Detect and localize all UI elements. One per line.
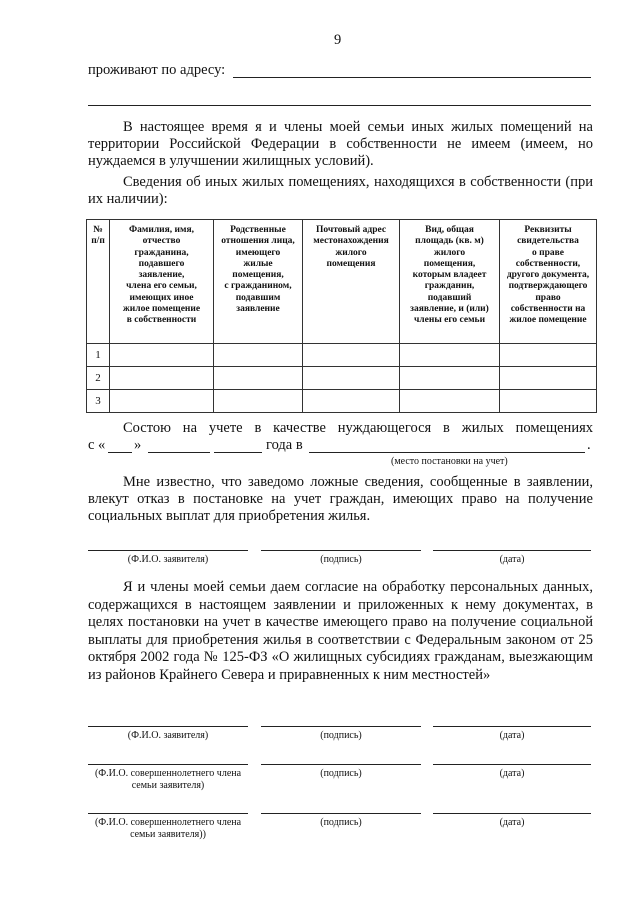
date-caption: (дата): [499, 730, 525, 741]
address-field-line-2[interactable]: [88, 105, 591, 106]
applicant-name-line[interactable]: [88, 550, 248, 551]
col-header-area: Вид, общая площадь (кв. м) жилого помещения, которым владеет гражданин, подавший заявление, и (или) члены его семьи: [400, 220, 500, 344]
date-caption: (дата): [499, 817, 525, 828]
row-number: 3: [87, 390, 110, 413]
other-housing-intro: Сведения об иных жилых помещениях, находящихся в собственности (при их наличии):: [88, 174, 593, 207]
day-field-line[interactable]: [108, 452, 132, 453]
signature-line[interactable]: [261, 764, 421, 765]
row-number: 1: [87, 344, 110, 367]
table-row: [87, 344, 597, 367]
table-cell[interactable]: [110, 390, 214, 413]
place-caption: (место постановки на учет): [391, 456, 508, 467]
date-caption: (дата): [499, 768, 525, 779]
table-row: [87, 367, 597, 390]
page-number: 9: [334, 32, 342, 48]
table-cell[interactable]: [214, 390, 303, 413]
year-field-line[interactable]: [214, 452, 262, 453]
place-field-line[interactable]: [309, 452, 585, 453]
date-line[interactable]: [433, 726, 591, 727]
signature-line[interactable]: [261, 550, 421, 551]
family-member-name-caption: (Ф.И.О. совершеннолетнего члена семьи заявителя): [94, 768, 242, 791]
table-cell[interactable]: [400, 344, 500, 367]
table-cell[interactable]: [110, 367, 214, 390]
table-cell[interactable]: [214, 367, 303, 390]
table-row: [87, 390, 597, 413]
signature-line[interactable]: [261, 813, 421, 814]
registration-statement: Состою на учете в качестве нуждающегося в жилых помещениях: [123, 420, 593, 436]
family-member-name-line[interactable]: [88, 813, 248, 814]
applicant-name-caption: (Ф.И.О. заявителя): [127, 730, 209, 741]
ownership-statement: В настоящее время я и члены моей семьи иных жилых помещений на территории Российской Федерации в собственности не имеем (имеем, но нуждаемся в улучшении жилищных условий).: [88, 119, 593, 169]
signature-caption: (подпись): [320, 817, 362, 828]
end-dot: .: [587, 437, 591, 453]
table-cell[interactable]: [400, 367, 500, 390]
col-header-number: № п/п: [87, 220, 110, 344]
table-cell[interactable]: [303, 344, 400, 367]
signature-caption: (подпись): [320, 730, 362, 741]
col-header-documents: Реквизиты свидетельства о праве собственности, другого документа, подтверждающего право собственности на жилое помещение: [500, 220, 597, 344]
table-cell[interactable]: [400, 390, 500, 413]
table-header-row: [87, 220, 597, 344]
address-field-line[interactable]: [233, 77, 591, 78]
col-header-address: Почтовый адрес местонахождения жилого помещения: [303, 220, 400, 344]
signature-caption: (подпись): [320, 554, 362, 565]
date-line[interactable]: [433, 550, 591, 551]
col-header-relation: Родственные отношения лица, имеющего жилые помещения, с гражданином, подавшим заявление: [214, 220, 303, 344]
date-caption: (дата): [499, 554, 525, 565]
date-line[interactable]: [433, 813, 591, 814]
family-member-name-caption: (Ф.И.О. совершеннолетнего члена семьи заявителя)): [94, 817, 242, 840]
table-cell[interactable]: [500, 367, 597, 390]
applicant-name-line[interactable]: [88, 726, 248, 727]
table-cell[interactable]: [500, 390, 597, 413]
year-label: года в: [266, 437, 303, 453]
family-member-name-line[interactable]: [88, 764, 248, 765]
signature-line[interactable]: [261, 726, 421, 727]
date-line[interactable]: [433, 764, 591, 765]
false-info-warning: Мне известно, что заведомо ложные сведения, сообщенные в заявлении, влекут отказ в постановке на учет граждан, имеющих право на получение социальных выплат для приобретения жилья.: [88, 474, 593, 524]
housing-table: [86, 219, 597, 413]
col-header-name: Фамилия, имя, отчество гражданина, подавшего заявление, члена его семьи, имеющих иное жилое помещение в собственности: [110, 220, 214, 344]
date-open-quote: с «: [88, 437, 106, 453]
table-cell[interactable]: [303, 390, 400, 413]
address-label: проживают по адресу:: [88, 62, 226, 78]
applicant-name-caption: (Ф.И.О. заявителя): [127, 554, 209, 565]
date-close-quote: »: [134, 437, 142, 453]
consent-statement: Я и члены моей семьи даем согласие на обработку персональных данных, содержащихся в настоящем заявлении и приложенных к нему документах, в целях постановки на учет в качестве имеющего право на получение социальной выплаты для приобретения жилья в соответствии с Федеральным законом от 25 октября 2002 года № 125-ФЗ «О жилищных субсидиях гражданам, выезжающим из районов Крайнего Севера и приравненных к ним местностей»: [88, 579, 593, 683]
table-cell[interactable]: [110, 344, 214, 367]
table-cell[interactable]: [214, 344, 303, 367]
table-cell[interactable]: [303, 367, 400, 390]
row-number: 2: [87, 367, 110, 390]
table-cell[interactable]: [500, 344, 597, 367]
month-field-line[interactable]: [148, 452, 210, 453]
signature-caption: (подпись): [320, 768, 362, 779]
